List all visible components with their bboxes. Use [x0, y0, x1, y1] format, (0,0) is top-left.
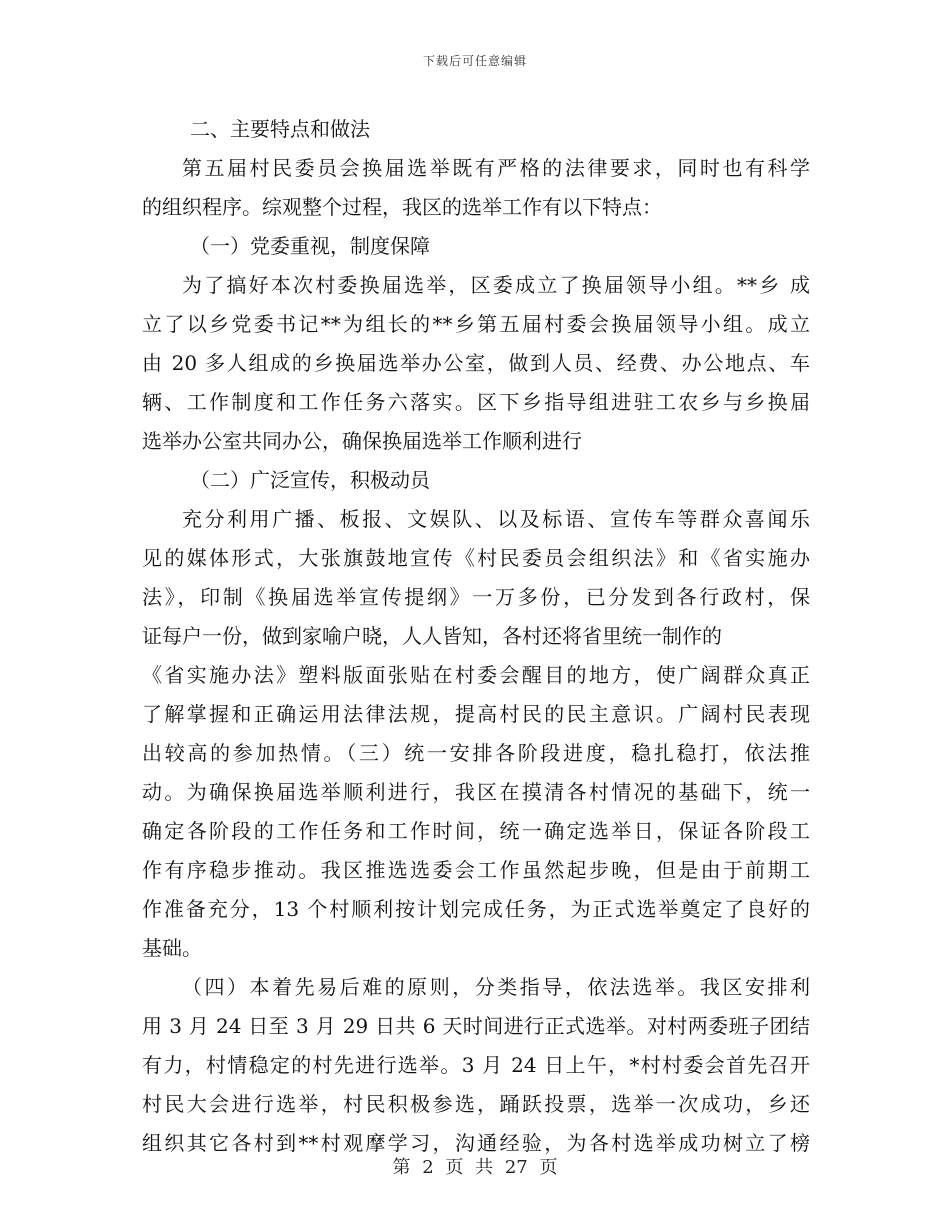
paragraph-line: 用 3 月 24 日至 3 月 29 日共 6 天时间进行正式选举。对村两委班子团结 — [142, 1014, 810, 1038]
paragraph-line: 作准备充分，13 个村顺利按计划完成任务，为正式选举奠定了良好的 — [142, 897, 810, 921]
paragraph-line: 证每户一份，做到家喻户晓，人人皆知，各村还将省里统一制作的 — [142, 624, 722, 648]
paragraph-line: 充分利用广播、板报、文娱队、以及标语、宣传车等群众喜闻乐 — [182, 507, 810, 531]
paragraph-line: 《省实施办法》塑料版面张贴在村委会醒目的地方，使广阔群众真正 — [142, 663, 810, 687]
paragraph-line: 法》，印制《换届选举宣传提纲》一万多份，已分发到各行政村，保 — [142, 585, 810, 609]
paragraph-line: 基础。 — [142, 936, 202, 960]
paragraph-line: （四）本着先易后难的原则，分类指导，依法选举。我区安排利 — [182, 975, 810, 999]
paragraph-line: 为了搞好本次村委换届选举，区委成立了换届领导小组。**乡 成 — [182, 273, 810, 297]
paragraph-line: 第五届村民委员会换届选举既有严格的法律要求，同时也有科学 — [182, 156, 810, 180]
paragraph-line: 村民大会进行选举，村民积极参选，踊跃投票，选举一次成功，乡还 — [142, 1092, 810, 1116]
subsection-heading: （一）党委重视，制度保障 — [190, 234, 430, 258]
paragraph-line: 有力，村情稳定的村先进行选举。3 月 24 日上午，*村村委会首先召开 — [142, 1053, 810, 1077]
paragraph-line: 作有序稳步推动。我区推选选委会工作虽然起步晚，但是由于前期工 — [142, 858, 810, 882]
paragraph-line: 立了以乡党委书记**为组长的**乡第五届村委会换届领导小组。成立 — [142, 312, 810, 336]
paragraph-line: 确定各阶段的工作任务和工作时间，统一确定选举日，保证各阶段工 — [142, 819, 810, 843]
paragraph-line: 由 20 多人组成的乡换届选举办公室，做到人员、经费、办公地点、车 — [142, 351, 810, 375]
subsection-heading: （二）广泛宣传，积极动员 — [190, 468, 430, 492]
paragraph-line: 动。为确保换届选举顺利进行，我区在摸清各村情况的基础下，统一 — [142, 780, 810, 804]
paragraph-line: 了解掌握和正确运用法律法规，提高村民的民主意识。广阔村民表现 — [142, 702, 810, 726]
document-body — [142, 110, 810, 1163]
page-number-footer: 第 2 页 共 27 页 — [392, 1157, 558, 1178]
paragraph-line: 的组织程序。综观整个过程，我区的选举工作有以下特点： — [142, 195, 662, 219]
paragraph-line: 辆、工作制度和工作任务六落实。区下乡指导组进驻工农乡与乡换届 — [142, 390, 810, 414]
paragraph-line: 出较高的参加热情。（三）统一安排各阶段进度，稳扎稳打，依法推 — [142, 741, 810, 765]
paragraph-line: 选举办公室共同办公，确保换届选举工作顺利进行 — [142, 429, 582, 453]
section-heading: 二、主要特点和做法 — [190, 117, 370, 141]
page-header: 下载后可任意编辑 — [422, 54, 527, 68]
paragraph-line: 见的媒体形式，大张旗鼓地宣传《村民委员会组织法》和《省实施办 — [142, 546, 810, 570]
paragraph-line: 组织其它各村到**村观摩学习，沟通经验，为各村选举成功树立了榜 — [142, 1131, 810, 1155]
